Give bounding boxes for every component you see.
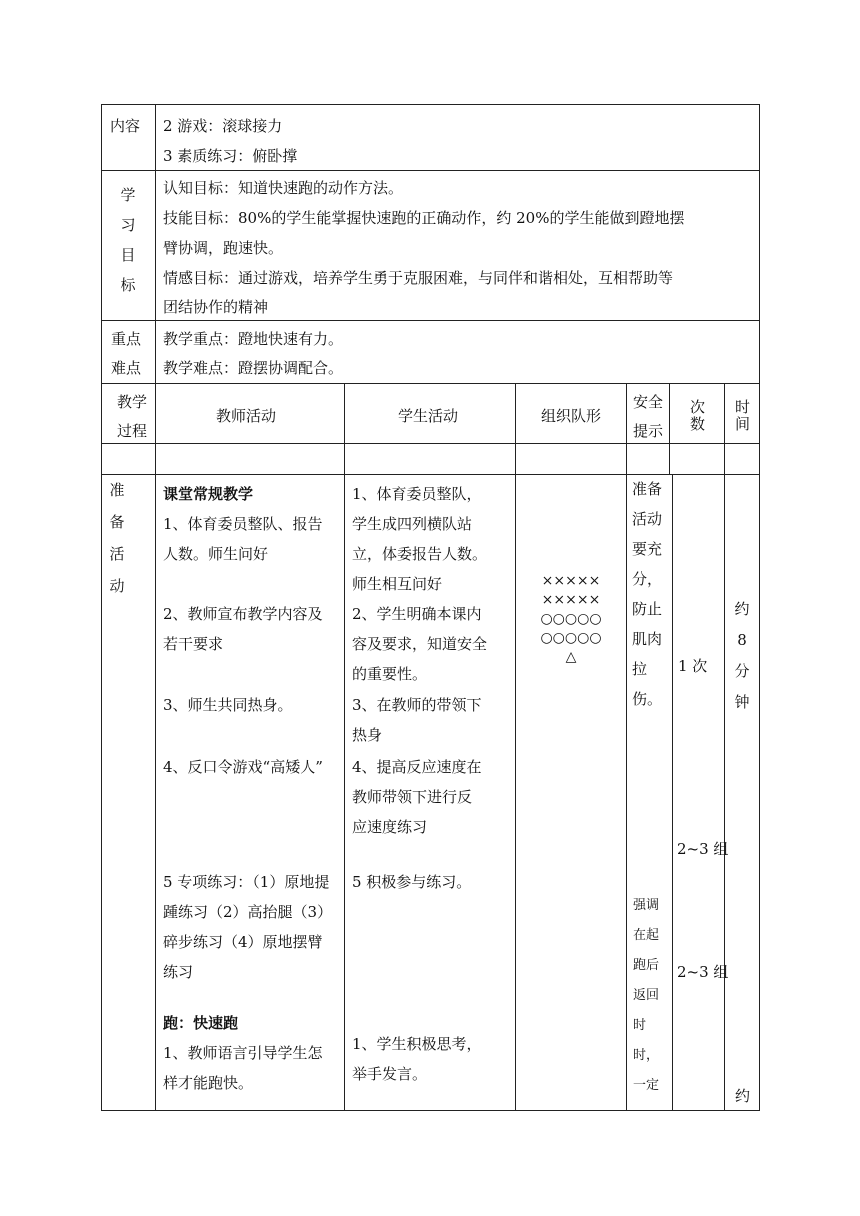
teacher-marker: △ [565, 649, 577, 665]
header-student-activity: 学生活动 [398, 407, 459, 425]
table-border [759, 104, 760, 1111]
header-formation: 组织队形 [541, 407, 602, 425]
keypoint-line: 教学难点：蹬摆协调配合。 [163, 359, 344, 377]
header-teacher-activity: 教师活动 [216, 407, 277, 425]
student-item: 2、学生明确本课内 [352, 605, 482, 623]
table-border [344, 383, 345, 1111]
student-item: 1、体育委员整队， [352, 485, 482, 503]
table-border [101, 320, 760, 321]
header-process: 教学 [117, 393, 148, 411]
header-safety: 提示 [633, 422, 664, 440]
student-item: 应速度练习 [352, 818, 428, 836]
header-process: 过程 [117, 422, 148, 440]
header-count: 数 [690, 415, 706, 433]
time-value: 约 8 分 钟 [734, 600, 750, 711]
table-border [101, 443, 760, 444]
teacher-item: 3、师生共同热身。 [163, 696, 293, 714]
student-item: 立，体委报告人数。 [352, 545, 488, 563]
objective-line: 认知目标：知道快速跑的动作方法。 [163, 179, 404, 197]
table-border [101, 170, 760, 171]
student-item: 学生成四列横队站 [352, 515, 473, 533]
objective-line: 臂协调，跑速快。 [163, 239, 284, 257]
header-time: 时 [735, 398, 751, 416]
safety-tip-running: 强调 在起 跑后 返回 时 时， 一定 [633, 898, 660, 1093]
teacher-section-title: 课堂常规教学 [163, 485, 254, 503]
keypoints-label: 重点 [111, 330, 142, 348]
table-border [724, 383, 725, 1111]
header-time: 间 [735, 415, 751, 433]
teacher-item: 5 专项练习：（1）原地提 [163, 873, 330, 891]
teacher-item: 1、教师语言引导学生怎 [163, 1044, 323, 1062]
teacher-item: 人数。师生问好 [163, 545, 269, 563]
prep-label: 准 备 活 动 [109, 481, 125, 595]
count-value: 2~3 组 [677, 963, 729, 981]
teacher-item: 踵练习（2）高抬腿（3） [163, 903, 333, 921]
content-label: 内容 [110, 117, 141, 135]
student-item: 4、提高反应速度在 [352, 758, 482, 776]
time-value: 约 [735, 1087, 751, 1105]
student-item: 容及要求，知道安全 [352, 635, 488, 653]
count-value: 1 次 [678, 657, 708, 675]
teacher-item: 样才能跑快。 [163, 1074, 254, 1092]
objectives-label: 学 习 目 标 [120, 186, 136, 294]
student-item: 5 积极参与练习。 [352, 873, 472, 891]
teacher-item: 1、体育委员整队、报告 [163, 515, 323, 533]
formation-row: ○○○○○ [540, 611, 602, 627]
objective-line: 情感目标：通过游戏，培养学生勇于克服困难，与同伴和谐相处，互相帮助等 [163, 269, 674, 287]
teacher-item: 若干要求 [163, 635, 224, 653]
student-item: 举手发言。 [352, 1065, 428, 1083]
table-border [155, 104, 156, 1111]
student-item: 1、学生积极思考， [352, 1035, 482, 1053]
formation-diagram [516, 572, 626, 667]
formation-row: ○○○○○ [540, 630, 602, 646]
teacher-item: 2、教师宣布教学内容及 [163, 605, 323, 623]
table-border [669, 383, 670, 474]
student-item: 3、在教师的带领下 [352, 696, 482, 714]
table-border [515, 383, 516, 1111]
student-item: 师生相互问好 [352, 575, 443, 593]
header-count: 次 [690, 398, 706, 416]
teacher-item: 碎步练习（4）原地摆臂 [163, 933, 323, 951]
teacher-item: 练习 [163, 963, 194, 981]
teacher-item: 4、反口令游戏“高矮人” [163, 758, 323, 776]
keypoints-label: 难点 [111, 359, 142, 377]
header-safety: 安全 [633, 393, 664, 411]
objective-line: 团结协作的精神 [163, 298, 269, 316]
count-value: 2~3 组 [677, 840, 729, 858]
teacher-section-title: 跑：快速跑 [163, 1014, 239, 1032]
objective-line: 技能目标：80%的学生能掌握快速跑的正确动作，约 20%的学生能做到蹬地摆 [163, 209, 685, 227]
student-item: 教师带领下进行反 [352, 788, 473, 806]
formation-row: ××××× [541, 592, 601, 608]
keypoint-line: 教学重点：蹬地快速有力。 [163, 330, 344, 348]
table-border [626, 383, 627, 1111]
table-border [101, 383, 760, 384]
content-line: 2 游戏：滚球接力 [163, 117, 283, 135]
table-border [101, 104, 102, 1111]
safety-tip-warmup: 准备 活动 要充 分， 防止 肌肉 拉 伤。 [632, 480, 663, 708]
formation-row: ××××× [541, 573, 601, 589]
content-line: 3 素质练习：俯卧撑 [163, 147, 298, 165]
student-item: 热身 [352, 726, 383, 744]
table-border [672, 474, 673, 1111]
table-border [101, 1110, 760, 1111]
student-item: 的重要性。 [352, 665, 428, 683]
table-border [101, 104, 760, 105]
